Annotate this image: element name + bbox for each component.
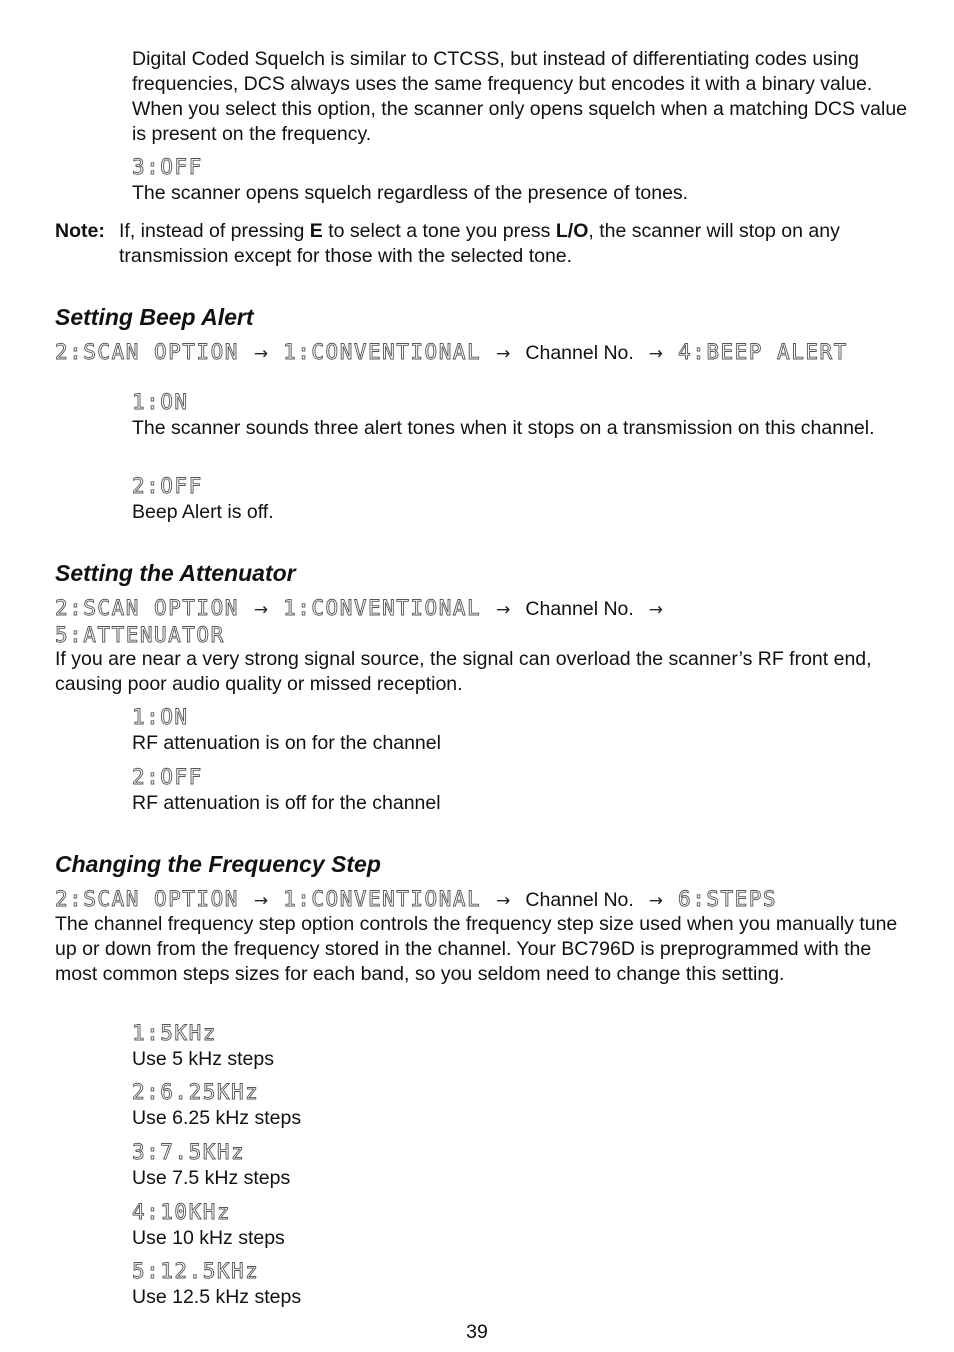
arrow-icon: → <box>253 600 269 620</box>
arrow-icon: → <box>496 344 511 364</box>
menu-path-steps: 2:SCAN OPTION → 1:CONVENTIONAL → Channel No. → 6:STEPS <box>55 887 778 911</box>
attenuator-option-on-description: RF attenuation is on for the channel <box>132 732 441 754</box>
beep-option-on-description: The scanner sounds three alert tones when it stops on a transmission on this channel. <box>132 417 875 439</box>
page-number: 39 <box>466 1321 488 1343</box>
arrow-icon: → <box>648 891 664 911</box>
arrow-icon: → <box>253 891 269 911</box>
beep-option-off-label: 2:OFF <box>132 474 203 498</box>
step-option-label: 1:5KHz <box>132 1021 217 1045</box>
note-text: If, instead of pressing E to select a tone you press L/O, the scanner will stop on any transmission except for those with the selected tone. <box>119 220 840 267</box>
attenuator-option-on-label: 1:ON <box>132 705 189 729</box>
heading-beep-alert: Setting Beep Alert <box>55 304 254 330</box>
step-option-description: Use 12.5 kHz steps <box>132 1286 302 1308</box>
key-e: E <box>309 220 323 242</box>
menu-path-beep: 2:SCAN OPTION → 1:CONVENTIONAL → Channel No. → 4:BEEP ALERT <box>55 340 848 364</box>
arrow-icon: → <box>648 344 664 364</box>
step-description: The channel frequency step option controls the frequency step size used when you manually tune up or down from the frequency stored in the channel. Your BC796D is preprogrammed with the most common steps sizes for each band, so you seldom need to change this setting. <box>55 913 898 985</box>
step-option-description: Use 5 kHz steps <box>132 1048 274 1070</box>
note-label: Note: <box>55 220 105 242</box>
beep-option-off-description: Beep Alert is off. <box>132 501 274 523</box>
key-lo: L/O <box>555 220 589 242</box>
menu-path-attenuator: 2:SCAN OPTION → 1:CONVENTIONAL → Channel No. → 5:ATTENUATOR <box>55 596 664 647</box>
step-option-label: 5:12.5KHz <box>132 1259 260 1283</box>
heading-attenuator: Setting the Attenuator <box>55 560 296 586</box>
step-option-label: 2:6.25KHz <box>132 1080 260 1104</box>
step-option-description: Use 7.5 kHz steps <box>132 1167 291 1189</box>
step-option-label: 3:7.5KHz <box>132 1140 246 1164</box>
beep-option-on-label: 1:ON <box>132 390 189 414</box>
arrow-icon: → <box>253 344 269 364</box>
attenuator-option-off-description: RF attenuation is off for the channel <box>132 792 441 814</box>
option-off-label: 3:OFF <box>132 155 203 179</box>
attenuator-description: If you are near a very strong signal source, the signal can overload the scanner’s RF front end, causing poor audio quality or missed reception. <box>55 648 872 695</box>
attenuator-option-off-label: 2:OFF <box>132 765 203 789</box>
arrow-icon: → <box>648 600 664 620</box>
step-option-label: 4:10KHz <box>132 1200 232 1224</box>
arrow-icon: → <box>496 891 511 911</box>
dcs-description: Digital Coded Squelch is similar to CTCSS, but instead of differentiating codes using frequencies, DCS always uses the same frequency but encodes it with a binary value. When you select this option, the scanner only opens squelch when a matching DCS value is present on the frequency. <box>132 48 908 145</box>
option-off-description: The scanner opens squelch regardless of the presence of tones. <box>132 182 689 204</box>
arrow-icon: → <box>496 600 511 620</box>
step-option-description: Use 6.25 kHz steps <box>132 1107 302 1129</box>
heading-frequency-step: Changing the Frequency Step <box>55 851 381 877</box>
step-option-description: Use 10 kHz steps <box>132 1227 285 1249</box>
